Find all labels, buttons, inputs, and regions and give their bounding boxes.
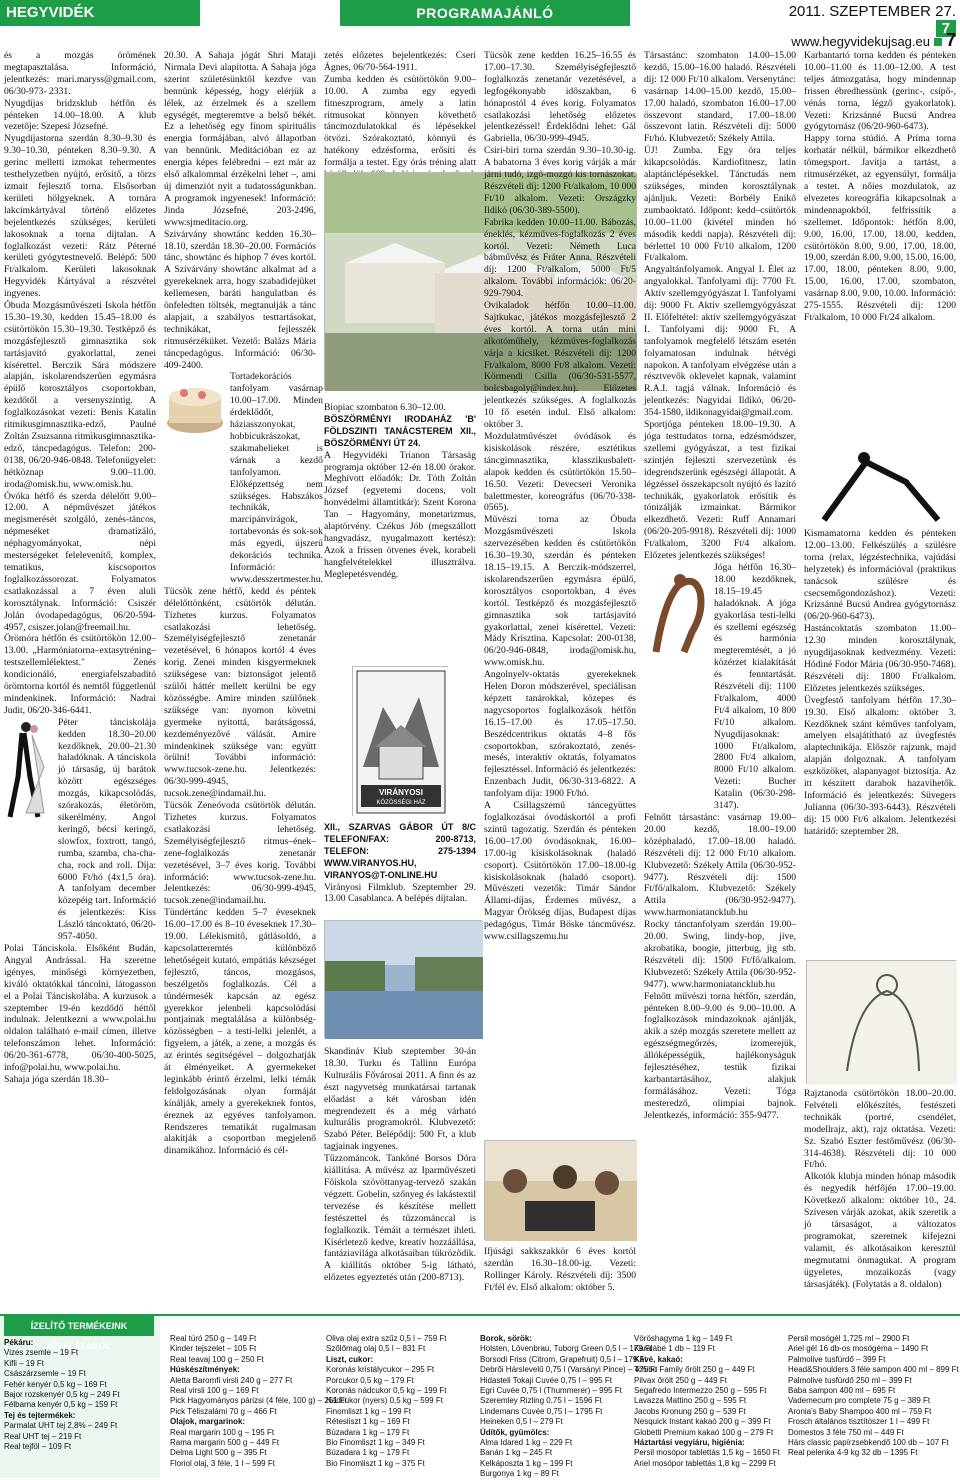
site-url[interactable] <box>740 30 956 51</box>
price-item: Finomliszt 1 kg – 199 Ft <box>326 1406 411 1416</box>
cake-photo <box>164 371 226 441</box>
price-item: Banán 1 kg – 245 Ft <box>480 1448 553 1458</box>
price-heading: Üdítők, gyümölcs: <box>480 1427 550 1437</box>
dance-block <box>4 717 156 943</box>
page-header <box>0 0 960 37</box>
price-column <box>170 1334 347 1469</box>
column-3-venue2 <box>324 822 476 905</box>
price-item: Globetti Premium kakaó 100 g – 279 Ft <box>634 1427 774 1437</box>
column-3-lower <box>324 402 476 581</box>
column-5 <box>644 50 796 1122</box>
dancers-photo <box>4 717 54 821</box>
rubric-title: PROGRAMAJÁNLÓ <box>340 0 630 26</box>
price-ad-title: ÍZELÍTŐ TERMÉKEINK KÍNÁLATÁBÓL <box>4 1316 154 1336</box>
article-text: Örömóra hétfőn és csütörtökön 12.00–13.00. „Harmóniatorna–extasytréning–testszellemlélektest." Zenés kondicionáló, energiafelszabadító örömtorna kortól és nemtől függetlenül mindenkinek. Információ: Nadrai Judit, 06/20-346-6441. <box>4 633 156 716</box>
viranyos-logo <box>352 666 448 816</box>
price-item: Fehér kenyér 0,5 kg – 169 Ft <box>4 1379 107 1389</box>
article-text: Tündértánc kedden 5–7 éveseknek 16.00–17.00 és 8–10 éveseknek 17.30–19.00. Lélekismítő, gátlásoldó, a kapcsolatteremtés különböző lehetőségeit kutató, empátiás készséget fejlesztő, táncos, mozgásos, beszélgetős foglalkozás. Cél a tündérmesék kapcsán az egész gyerekkor jelenbeli kapcsolódási pontjainak megtalálása a különbség-közösségben – a testi-lelki jelenlét, a figyelem, a játék, a zene, a mozgás és az érintés segítségével – dolgozhatják át élményeiket. A gyermekeket leginkább érintő érzelmi, lelki témák feldolgozásának olyan formáját kínálják, amely a gyerekeknek fontos, éreznek az egyéves tanfolyamon. Rendszeres tematikát rugalmasan alakítják a csoportban megjelenő dinamikához. Információ és cél- <box>164 907 316 1157</box>
price-item: Pilvax őrölt 250 g – 449 Ft <box>634 1375 727 1385</box>
price-item: Pick Hagyományos párizsi (4 féle, 100 g) – 251 Ft <box>170 1396 347 1406</box>
price-item: Real UHT tej – 219 Ft <box>4 1431 82 1441</box>
price-heading: Liszt, cukor: <box>326 1354 374 1364</box>
article-text: Óbuda Mozgásművészeti Iskola hétfőn 15.30–19.30, kedden 15.45–18.00 és csütörtökön 15.30–19.30. Testképző és mozgásfejlesztő gimnasztika sok tartásjavító gyakorlattal, zenei kísérettel. Berczik Sára módszere alapján, iskolarendszerűen egymásra épülő korosztályos csoportokban, kezdőtől a versenyszintig. A foglalkozásokat vezeti: Benis Katalin ritmikusgimnasztika-edző, Paulné Zoltán Zsuzsanna ritmikusgimnasztika-edző, táncpedagógus. Telefon: 200-0138, 06/20-946-0848. Telefonügyelet: hétköznap 9.00–11.00. iroda@omisk.hu, www.omisk.hu. <box>4 300 156 490</box>
price-item: Lindemans Cuvée 0,75 l – 1795 Ft <box>480 1406 603 1416</box>
article-text: Ifjúsági sakkszakkör 6 éves kortól szerdán 16.30–18.00-ig. Vezeti: Rollinger Károly. Részvételi díj: 3500 Ft/fél év. Első alkalom: október 5. <box>484 1246 636 1293</box>
price-column <box>788 1334 959 1459</box>
article-text: Nyugdíjas bridzsklub hétfőn és pénteken 14.00–18.00. A klub vezetője: Szepesi Józsefné. <box>4 97 156 133</box>
page-number: 7 <box>936 20 956 37</box>
price-item: Burgonya 1 kg – 89 Ft <box>480 1469 559 1479</box>
price-item: Aronia's Baby Shampoo 400 ml – 759 Ft <box>788 1406 932 1416</box>
price-item: Debrői Hárslevelű 0,75 l (Varsányi Pince) – 475 Ft <box>480 1365 658 1375</box>
price-item: Vademecum pro complete 75 g – 389 Ft <box>788 1396 931 1406</box>
article-text: Fabrika kedden 10.00–11.00. Bábozás, éneklés, kézműves-foglalkozás 2 éves kortól. Vezeti: Németh Luca bábművész és Fráter Anna. Részvételi díj: 1200 Ft/alkalom, 5000 Ft/5 alkalom. További információk: 06/20-929-7904. <box>484 216 636 300</box>
venue-heading: BÖSZÖRMÉNYI IRODAHÁZ 'B' FÖLDSZINTI TANÁCSTEREM XII., BÖSZÖRMÉNYI ÚT 24. <box>324 413 476 448</box>
price-item: Lavazza Mattino 250 g – 595 Ft <box>634 1396 747 1406</box>
article-text: Szivárvány showtánc kedden 16.30–18.10, szerdán 18.30–20.00. Formációs tánc, showtánc és hiphop 7 éves kortól. A Szivárvány showtánc alkalmat ad a gyerekeknek arra, hogy szabadidejüket kellemesen, baráti hangulatban és önfeledten töltsék, megtanulják a tánc alapjait, a szabályos testtartásokat, technikákat, fejlesszék ritmusérzéküket. Vezető: Balázs Mária táncpedagógus. Információ: 06/30-409-2400. <box>164 228 316 371</box>
price-item: Baba sampon 400 ml – 695 Ft <box>788 1386 896 1396</box>
article-text: Angolnyelv-oktatás gyerekeknek Helen Doron módszerével, speciálisan képzett tanárokkal, közepes és nagycsoportos foglalkozások hétfőn 16.15–17.00 és 17.05–17.50. Beszédcentrikus oktatás 4–8 fős csoportokban, szórakoztató, zenés-mesés, interaktív oktatás, folyamatos fejlesztéssel. Információ és jelentkezés: Enzenbach Judit, 06/30-313-6822. A tanfolyam díja: 1900 Ft/hó. <box>484 669 636 800</box>
price-item: Szőlőmag olaj 0,5 l – 831 Ft <box>326 1344 426 1354</box>
venue-heading: XII., SZARVAS GÁBOR ÚT 8/C TELEFON/FAX: 200-8713, TELEFON: 275-1394 WWW.VIRANYOS.HU, VIRANYOS@T-ONLINE.HU <box>324 822 476 880</box>
price-item: Ariel mosópor tablettás 1,8 kg – 2299 Ft <box>634 1458 776 1468</box>
river-photo <box>324 920 482 1038</box>
article-text: Művészi torna az Óbuda Mozgásművészeti Iskola szervezésében kedden és csütörtökön 16.30–19.30, szerdán és pénteken 18.15–19.15. A Berczik-módszerrel, iskolarendszerűen egymásra épülő, korosztályos csoportokban, 4 éves kortól. Testképző és mozgásfejlesztő gimnasztika sok tartásjavító gyakorlattal, zenei kísérettel. Vezeti: Mády Krisztina. Kapcsolat: 200-0138, 06/20-946-0848, iroda@omisk.hu, www.omisk.hu. <box>484 514 636 669</box>
price-item: Búzadara 1 kg – 179 Ft <box>326 1448 410 1458</box>
price-item: Real teavaj 100 g – 250 Ft <box>170 1354 264 1364</box>
price-ad <box>0 1314 960 1480</box>
price-heading: Olajok, margarinok: <box>170 1417 246 1427</box>
price-heading: Húskészítmények: <box>170 1365 240 1375</box>
article-text: Angyaltánfolyamok. Angyal I. Élet az angyalokkal. Tanfolyami díj: 7700 Ft. Aktív szellemgyógyászat I. Tanfolyami díj: 9000 Ft. Aktív szellemgyógyászat II. Előfeltétel: aktív szellemgyógyászat I. Tanfolyami díj: 9000 Ft. A tanfolyamok megfelelő létszám esetén folyamatosan indulnak hétvégi napokon. A tanfolyam elvégzése után a résztvevők oklevelet kapnak, valamint R.A.I. tagjá válnak. Információ és jelentkezés: Nagyidai Ildikó, 06/20-354-1580, ildikonagyidai@gmail.com. <box>644 264 796 419</box>
yoga-photo <box>644 562 710 658</box>
price-item: Nádcukor (nyers) 0,5 kg – 599 Ft <box>326 1396 443 1406</box>
price-heading: Borok, sörök: <box>480 1334 533 1343</box>
price-item: Kelkáposzta 1 kg – 199 Ft <box>480 1458 573 1468</box>
price-item: Egri Cuvée 0,75 l (Thummerer) – 995 Ft <box>480 1386 622 1396</box>
price-column <box>634 1334 788 1469</box>
price-item: Koronás nádcukor 0,5 kg – 199 Ft <box>326 1386 447 1396</box>
article-text: A Csillagszemű táncegyüttes foglalkozásai óvodáskortól a profi szintű tagozatig. Szerdán és pénteken 16.00–17.00 óvodásoknak, 16.00–17.00-ig kisiskolásoknak (haladó csoport). Csütörtökön 17.00–18.00-ig kisiskolásoknak (haladó csoport). Művészeti vezetők: Timár Sándor Állami-díjas, Érdemes művész, a Magyar Örökség díjas, Budapest díjas pedagógus, Timár Böske táncművész. www.csillagszemu.hu <box>484 800 636 943</box>
price-item: Jacobs Kronung 250 g – 539 Ft <box>634 1406 746 1416</box>
article-text: 20.30. A Sahaja jógát Shri Mataji Nirmala Devi alapította. A Sahaja jóga szerint születésünktől kezdve van bennünk képesség, hogy elérjük a lélek, az érzelmek és a szellem egységét, megteremtve a belső békét. Ez a lehetőség egy finom spirituális energia formájában, alvó állapotban van bennünk. Meditációban ez az energia képes felébredni – ezt már az első alkalommal érzékelni lehet –, ami új dimenziót nyit a tudatosságunkban. A programok ingyenesek! Információ: Jinda Józsefné, 203-2496, www.sjmeditacio.org. <box>164 50 316 228</box>
price-item: Real virsli 100 g – 169 Ft <box>170 1386 259 1396</box>
price-item: Real túró 250 g – 149 Ft <box>170 1334 257 1343</box>
article-text: Alkotók klubja minden hónap második és negyedik hétfőjén 17.00–19.00. Következő alkalom: október 10., 24. Szívesen várják azokat, akik szeretik a jó társaságot, a változatos programokat, szeretnek kifejezni valamit, és alkotásaikon keresztül megmutatni önmagukat. A program ügyeletes, mozaikozás (vagy társasjáték). (Folytatás a 8. oldalon) <box>804 1171 956 1290</box>
price-item: Real tejföl – 109 Ft <box>4 1442 72 1452</box>
article-text: Rajztanoda csütörtökön 18.00–20.00. Felvételi előkészítés, festészeti technikák (portré, csendélet, modellrajz, akt), rajz oktatása. Vezeti: Sz. Szabó Eszter festőművész (06/30-314-4638). Részvételi díj: 10 000 Ft/hó. <box>804 1088 956 1171</box>
article-text: Tücsök Zeneóvoda csütörtök délután. Tízhetes kurzus. Folyamatos csatlakozási lehetőség. Személyiségfejlesztő ritmus–ének–zene-foglalkozás zenetanár vezetésével, 3–7 éves korig. További információ: www.tucsok-zene.hu. Jelentkezés: 06/30-999-4945, tucsok.zene@indamail.hu. <box>164 800 316 907</box>
page-number-large: 7 <box>945 30 956 50</box>
issue-date <box>770 3 960 37</box>
price-item: Karalábé 1 db – 119 Ft <box>634 1344 715 1354</box>
price-item: Persil mosógél 1,725 ml – 2900 Ft <box>788 1334 910 1343</box>
price-heading: Tej és tejtermékek: <box>4 1410 76 1420</box>
column-1 <box>4 50 156 1086</box>
price-item: Borsodi Friss (Citrom, Grapefruit) 0,5 l – 179 Ft <box>480 1354 647 1364</box>
price-item: Alma Idared 1 kg – 229 Ft <box>480 1438 573 1448</box>
price-item: Delma Light 500 g – 395 Ft <box>170 1448 267 1458</box>
article-text: A Hegyvidéki Trianon Társaság programja október 12-én 18.00 órakor. Meghívott előadók: Dr. Tóth Zoltán József (egyetemi docens, volt honvédelmi államtitkár): Szent Korona Tan – Hagyomány, monetarizmus, alaptörvény. Czékus Jób (megszállott hangvadász, nyugalmazott kertész): Azok a frissen ötvenes évek, korabeli hangfelvételekkel illusztrálva. Meglepetésvendég. <box>324 449 476 580</box>
price-item: Rétesliszt 1 kg – 169 Ft <box>326 1417 410 1427</box>
article-text: ÚJ! Zumba. Egy óra teljes kikapcsolódás. Kardiofitnesz, latin alaptánclépésekkel. Tánctudás nem szükséges, minden korosztálynak ajánljuk. Vezeti: Borbély Enikő zumbaoktató. Időpont: kedd–csütörtök 10.00–11.00 (kivétel minden hó második keddi napja). Részvételi díj: bérlettel 10 000 Ft/10 alkalom, 1200 Ft/alkalom. <box>644 145 796 264</box>
cake-block <box>164 371 323 585</box>
article-text: Rocky tánctanfolyam szerdán 19.00–20.00. Swing, lindy-hop, jive, akrobatika, boogie, jitterbug, jig stb. Részvételi díj: 1500 Ft/fő/alkalom. Klubvezető: Székely Attila (06/30-952-9477). www.harmoniatancklub.hu <box>644 919 796 990</box>
column-3-end <box>324 1046 476 1284</box>
pose-photo <box>806 432 956 526</box>
article-text: Happy torna stúdió. A Príma torna korhatár nélkül, bármikor elkezdhető tömegsport. Javítja a tartást, a ritmusérzéket, az egyensúlyt, formálja a testet. A nőies mozdulatok, az elvezetes koreográfia kikapcsolnak a mindennapokból, felfrissítik a szellemet. Időpontok: hétfőn 8.00, 9.00, 16.00, 17.00, 18.00, kedden, csütörtökön 8.00, 9.00, 17.00, 18.00, 19.00, szerdán 8.00, 9.00, 15.00, 16.00, 17.00, 18.00, pénteken 8.00, 9.00, 15.00, 16.00, 17.00, szombaton, vasárnap 8.00, 9.00, 10.00. Információ: 275-1555. Részvételi díj: 1200 Ft/alkalom, 10 000 Ft/24 alkalom. <box>804 133 956 323</box>
article-text: Hastáncoktatás szombaton 11.00–12.30 minden korosztálynak, nyugdíjasoknak kedvezmény. Vezeti: Hódiné Fodor Mária (06/30-950-7468). Részvételi díj: 1800 Ft/alkalom. Előzetes jelentkezés szükséges. <box>804 623 956 694</box>
column-4 <box>484 50 636 943</box>
price-item: Rama margarin 500 g – 449 Ft <box>170 1438 279 1448</box>
article-text: Polai Tánciskola. Elsőként Budán, Angyal Andrással. Ha szeretne igényes, minőségi környezetben, kiváló oktatókkal táncolni, látogasson el a Polai Tánciskolába. A kurzusok a szeptember 19-én kezdődő héttől indulnak. Jelentkezni a www.polai.hu oldalon található e-mail címen, illetve telefonszámon lehet. Információ: 06/20-361-6778, 06/30-400-5025, info@polai.hu, www.polai.hu. <box>4 942 156 1074</box>
yoga-block <box>644 562 796 812</box>
price-heading: Háztartási vegyiáru, higiénia: <box>634 1438 745 1448</box>
logo-subtext: KÖZÖSSÉGI HÁZ <box>376 800 426 806</box>
article-text: Tortadekorációs tanfolyam vasárnap 10.00–17.00. Minden érdeklődőt, háziasszonyokat, hobbicukrászokat, szakmabelieket is várnak a kezdő tanfolyamon. Előképzettség nem szükséges. Habszákos technikák, marcipánvirágok, tortabevonás és sok-sok más egyedi, újszerű dekorációs technika. Információ: www.desszertmester.hu. <box>230 371 323 585</box>
article-text: Tűzzománcok. Tankóné Borsos Dóra kiállítása. A művész az Iparművészeti Főiskola szövöttanyag-tervező szakán végzett. Gobelin, szőnyeg és lakástextil tervezése és készítése mellett festészettel és tűzzománccal is foglalkozik. Témáit a természet ihleti. Kísérletező kedve, kreatív hozzáállása, fantáziavilága alkotásaiban tükröződik. A kiállítás október 5-ig látható, előzetes egyeztetés után (200-8713). <box>324 1153 476 1284</box>
article-text: Sahaja jóga szerdán 18.30– <box>4 1073 109 1085</box>
price-column <box>326 1334 480 1469</box>
section-title: HEGYVIDÉK <box>0 0 200 26</box>
article-text: Péter tánciskolája kedden 18.30–20.00 kezdőknek, 20.00–21.30 haladóknak. A tánciskola jó társaság, új barátok között egészséges mozgás, kikapcsolódás, szórakozás, életöröm, sikerélmény. Angol keringő, bécsi keringő, slowfox, foxtrott, tangó, rumba, szamba, cha-cha-cha, rock and roll. Díja: 6000 Ft/hó (4x1,5 óra). A tanfolyam december közepéig tart. Információ és jelentkezés: Kiss László táncoktató, 06/20-957-4050. <box>58 716 156 943</box>
price-item: Kifli – 19 Ft <box>4 1358 45 1368</box>
price-item: Hidasteli Tokaji Cuvée 0,75 l – 995 Ft <box>480 1375 612 1385</box>
price-heading: Pékáru: <box>4 1338 34 1347</box>
price-column <box>4 1338 158 1452</box>
article-text: és a mozgás örömének megtapasztalása. Információ, jelentkezés: mari.maryss@gmail.com, 06/30-973- 2331. <box>4 50 156 97</box>
article-text: Tücsök zene kedden 16.25–16.55 és 17.00–17.30. Személyiségfejlesztő foglalkozás zenetanár vezetésével, a legfogékonyabb időszakban, 6 hónapostól 4 éves korig. Folyamatos csatlakozási lehetőség előzetes jelentkezéssel! Érdeklődni lehet: Gál Gabriella, 06/30-999-4945. <box>484 50 636 145</box>
price-item: Vöröshagyma 1 kg – 149 Ft <box>634 1334 733 1343</box>
article-text: Tücsök zene hétfő, kedd és péntek délelőttönként, csütörtök délután. Tízhetes kurzus. Folyamatos csatlakozási lehetőség. Személyiségfejlesztő zenetanár vezetésével, 6 hónapos kortól 4 éves korig. Zenei minden kisgyermeknek szükségese van: biztonságot jelentő szülői háttér mellett kerülni be egy közösségbe. Amire minden szülőnek szüksége van: nyomon követni gyermeke nyitottá, barátságossá, kezdeményezővé válását. Amire mindenkinek szüksége van: együtt örülni! További információ: www.tucsok-zene.hu. Jelentkezés: 06/30-999-4945, tucsok.zene@indamail.hu. <box>164 585 316 800</box>
article-text: Zumba kedden és csütörtökön 9.00–10.00. A zumba egy egyedi fitneszprogram, amely a latin ritmusokat könnyen követhető táncmozdulatokkal és lépésekkel ötvözi. Szórakoztató, könnyű és hatékony edzésforma, erősíti és formálja a testet. Egy órás tréning alatt <box>324 73 476 169</box>
price-item: Pick Téliszalámi 70 g – 466 Ft <box>170 1406 277 1416</box>
price-item: Bajor rozskenyér 0,5 kg – 249 Ft <box>4 1390 120 1400</box>
article-text: Mozdulatművészet óvódások és kisiskolások részére, esztétikus táncgimnasztika, klasszikusbalett-alapok kedden és csütörtökön 15.50–16.50. Vezeti: Devecseri Veronika balettmester, koreográfus (06/70-338-0565). <box>484 431 636 514</box>
article-text: Ovikaladok hétfőn 10.00–11.00. Sajtkukac, játékos mozgásfejlesztő 2 éves kortól. A torna után mini alkotóműhely, kézműves-foglalkozás várja a kicsiket. Részvételi díj: 1200 Ft/alkalom, 8000 Ft/8 alkalom. Vezeti: Körmendi Csilla (06/30-531-5577, bolcsbagoly@index.hu). Előzetes jelentkezés szükséges. A foglalkozás 10 fő esetén indul. Első alkalom: október 3. <box>484 300 636 431</box>
column-6-end <box>804 1088 956 1290</box>
price-item: Bio Finomliszt 1 kg – 375 Ft <box>326 1458 425 1468</box>
price-item: Segafredo Intermezzo 250 g – 595 Ft <box>634 1386 767 1396</box>
article-text: Sportjóga pénteken 18.00–19.30. A jóga testtudatos torna, edzésmódszer, szellemi gyógyászat, a test fizikai szintjén fejleszti szervezetünk és idegrendszerünk egészségi állapotát. A légzéssel összekapcsolt nyújtó és lazító technikák, gyakorlatok erősítik és tónizálják izmainkat. Bármikor elkezdhető. Vezeti: Ruff Annamari (06/20-205-9918). Részvételi díj: 1000 Ft/alkalom, 3200 Ft/4 alkalom. Előzetes jelentkezés szükséges! <box>644 419 796 562</box>
price-item: Szeremley Rizling 0,75 l – 1596 Ft <box>480 1396 602 1406</box>
price-item: Oliva olaj extra szűz 0,5 l – 759 Ft <box>326 1334 447 1343</box>
chess-photo <box>484 1140 636 1240</box>
price-item: Nesquick Instant kakaó 200 g – 399 Ft <box>634 1417 771 1427</box>
price-column <box>480 1334 658 1480</box>
price-item: Ariel gél 16 db-os mosógéma – 1490 Ft <box>788 1344 929 1354</box>
price-item: Kinder tejszelet – 105 Ft <box>170 1344 257 1354</box>
price-item: Palmolive tusfürdő 250 ml – 399 Ft <box>788 1375 912 1385</box>
article-text: Skandináv Klub szeptember 30-án 18.30. Turku és Tallinn Európa Kulturális Fővárosai 2011. A finn és az észt nagyvetség munkatársai tartanak előadást a két városban idén megrendezett és a még várható kulturális programokról. Klubvezető: Szabó Péter. Belépődíj: 500 Ft, a klub tagjainak ingyenes. <box>324 1046 476 1153</box>
price-item: Vizes zsemle – 19 Ft <box>4 1348 79 1358</box>
logo-text: VIRÁNYOSI <box>378 788 424 797</box>
url-text[interactable]: www.hegyvidekujsag.eu <box>791 34 930 49</box>
price-item: Bio Finomliszt 1 kg – 349 Ft <box>326 1438 425 1448</box>
article-text: Jóga hétfőn 16.30–18.00 kezdőknek, 18.15–19.45 haladóknak. A jóga gyakorlása testi-lelki és szellemi egészség és harmónia megteremtését, a jó közérzet kialakítását és fenntartását. Részvételi díj: 1100 Ft/alkalom, 4000 Ft/4 alkalom, 10 800 Ft/10 alkalom. Nyugdíjasoknak: 1000 Ft/alkalom, 2800 Ft/4 alkalom, 8000 Ft/10 alkalom. Vezeti: Bucher Katalin (06/30-298-3147). <box>714 561 796 812</box>
price-item: Holsten, Lövenbrau, Tuborg Green 0,5 l – 179 Ft <box>480 1344 653 1354</box>
price-item: Heineken 0,5 l – 279 Ft <box>480 1417 563 1427</box>
column-6-mid <box>804 528 956 838</box>
article-text: Felnőtt művészi torna hétfőn, szerdán, pénteken 8.00–9.00 és 9.00–10.00. A foglalkozások mindazoknak ajánlják, akik a szép mozgás szeretete mellett az egészségmegőrzés, izomerejük, állóképességük, hajlékonyságuk fejlesztéséhez, testük fizikai karbantartásához, alakjuk formálásához. Vezeti: Tóga mesteredző, olimpiai bajnok. Jelentkezés, információ: 355-9477. <box>644 990 796 1121</box>
price-item: Parmalat UHT tej 2,8% – 249 Ft <box>4 1421 118 1431</box>
price-heading: Kávé, kakaó: <box>634 1354 683 1364</box>
article-text: Üvegfestő tanfolyam hétfőn 17.30–19.30. Első alkalom: október 3. Kezdőknek szánt kéműves tanfolyam, amelyen elsajátítható az üvegfestés alaptechnikája. Először rajzunk, majd alapján dolgoznak. A tanfolyam eszközöket, alapanyagot biztosítja. Az itt készített darabok hazavihetők. Információ és jelentkezés: Süvegers Julianna (06/30-393-6443). Részvételi díj: 15 000 Ft/6 alkalom. Jelentkezési határidő: szeptember 28. <box>804 694 956 837</box>
price-item: Hárs classic papírzsebkendő 100 db – 107 Ft <box>788 1438 949 1448</box>
article-text: Virányosi Filmklub. Szeptember 29. 13.00 Casablanca. A belépés díjtalan. <box>324 881 476 905</box>
price-item: Palmolive tusfürdő – 399 Ft <box>788 1354 886 1364</box>
article-text: zetés előzetes bejelentkezés: Cseri Ágnes, 06/70-564-1911. <box>324 50 476 73</box>
price-item: Porcukor 0,5 kg – 179 Ft <box>326 1375 414 1385</box>
article-text: Karbantartó torna kedden és pénteken 10.00–11.00 és 11.00–12.00. A test teljes átmozgatása, hogy mindennap frissen ébredhessünk (gerinc-, csípő-, vénás torna, légző gyakorlatok). Vezeti: Krizsánné Bucsú Andrea gyógytornász (06/20-960-6473). <box>804 50 956 133</box>
price-item: Koronás kristálycukor – 295 Ft <box>326 1365 435 1375</box>
article-text: Felnőtt társastánc: vasárnap 19.00–20.00 kezdő, 18.00–19.00 középhaladó, 17.00–18.00 haladó. Részvételi díj: 12 000 Ft/10 alkalom. Klubvezető: Székely Attila (06/30-952-9477). Részvételi díj: 1500 Ft/fő/alkalom. Klubvezető: Székely Attila (06/30-952-9477). www.harmoniatancklub.hu <box>644 812 796 919</box>
column-4-end <box>484 1246 636 1294</box>
price-item: Tchibo Family őrölt 250 g – 449 Ft <box>634 1365 755 1375</box>
price-item: Császárzsemle – 19 Ft <box>4 1369 86 1379</box>
price-item: Búzadara 1 kg – 179 Ft <box>326 1427 410 1437</box>
date-text: 2011. SZEPTEMBER 27. <box>788 3 956 20</box>
price-item: Domestos 3 féle 750 ml – 449 Ft <box>788 1427 904 1437</box>
article-text: Óvóka hétfő és szerda délelőtt 9.00–12.00. A népművészet játékos megismerését szolgáló, zenés-táncos, népmeséket dramatizáló, néphagyományokat, népi mesterségeket felelevenítő, komplex, tematikus, kiscsoportos foglalkozássorozat. Folyamatos csatlakozással a 7 éven aluli korosztálynak. Információ: Csiszér Jolán óvodapedagógus, 06/20-594-4957, csiszer.jolan@freemail.hu. <box>4 490 156 633</box>
article-text: Nyugdíjastorna szerdán 8.30–9.30 és 9.30–10.30, pénteken 8.30–9.30. A gerinc melletti izmokat tehermentes testhelyzetben nyújtó, erősítő, a törzs izmait fejlesztő torna. Elsősorban kerületi hölgyeknek. A tornára lakcímkártyával történő előzetes bejelentkezés szükséges, kerületi lakosoknak a torna díjtalan. A foglalkozást vezeti: Rátz Péterné kerületi gyógytestnevelő. Belépő: 500 Ft/alkalom. Kerületi lakosoknak Hegyvidék Kártyával a részvétel ingyenes. <box>4 133 156 300</box>
price-item: Floriol olaj, 3 féle, 1 l – 599 Ft <box>170 1458 275 1468</box>
article-text: Kismamatorna kedden és pénteken 12.00–13.00. Felkészülés a szülésre torna (relax, légzéstechnika, vajúdási helyzetek) és információval (praktikus tanácsok szülésre és csecsemőgondozáshoz). Vezeti: Krizsánné Bucsú Andrea gyógytornász (06/20-960-6473). <box>804 528 956 623</box>
price-item: Frosch általános tisztítószer 1 l – 499 Ft <box>788 1417 930 1427</box>
article-text: Biopiac szombaton 6.30–12.00. <box>324 402 446 413</box>
article-text: Csiri-biri torna szerdán 9.30–10.30-ig. A babatorna 3 éves korig várják a már járni tudó, izgő-mozgó kis tornászokat. Részvételi díj: 1200 Ft/alkalom, 10 000 Ft/10 alkalom. Vezeti: Országzky Ildikó (06/30-389-5500). <box>484 145 636 216</box>
column-2 <box>164 50 323 1157</box>
price-item: Aletta Baromfi virsli 240 g – 277 Ft <box>170 1375 293 1385</box>
price-item: Real pelenka 4-9 kg 32 db – 1395 Ft <box>788 1448 918 1458</box>
square-icon <box>934 38 942 46</box>
price-item: Head&Shoulders 3 féle sampon 400 ml – 899 Ft <box>788 1365 959 1375</box>
article-text: Társastánc: szombaton 14.00–15.00 kezdő, 15.00–16.00 haladó. Részvételi díj: 12 000 Ft/10 alkalom. Versenytánc: vasárnap 14.00–15.00 kezdő, 15.00–17.00 haladó, szombaton 16.00–17.00 összevont standard, 17.00–18.00 összevont latin. Részvételi díj: 5000 Ft/hó. Klubvezető: Székely Attila. <box>644 50 796 145</box>
price-item: Persil mosópor tablettás 1,5 kg – 1650 Ft <box>634 1448 780 1458</box>
drawing-photo <box>806 960 956 1084</box>
column-6 <box>804 50 956 324</box>
price-item: Real margarin 100 g – 195 Ft <box>170 1427 275 1437</box>
price-item: Félbarna kenyér 0,5 kg – 159 Ft <box>4 1400 118 1410</box>
